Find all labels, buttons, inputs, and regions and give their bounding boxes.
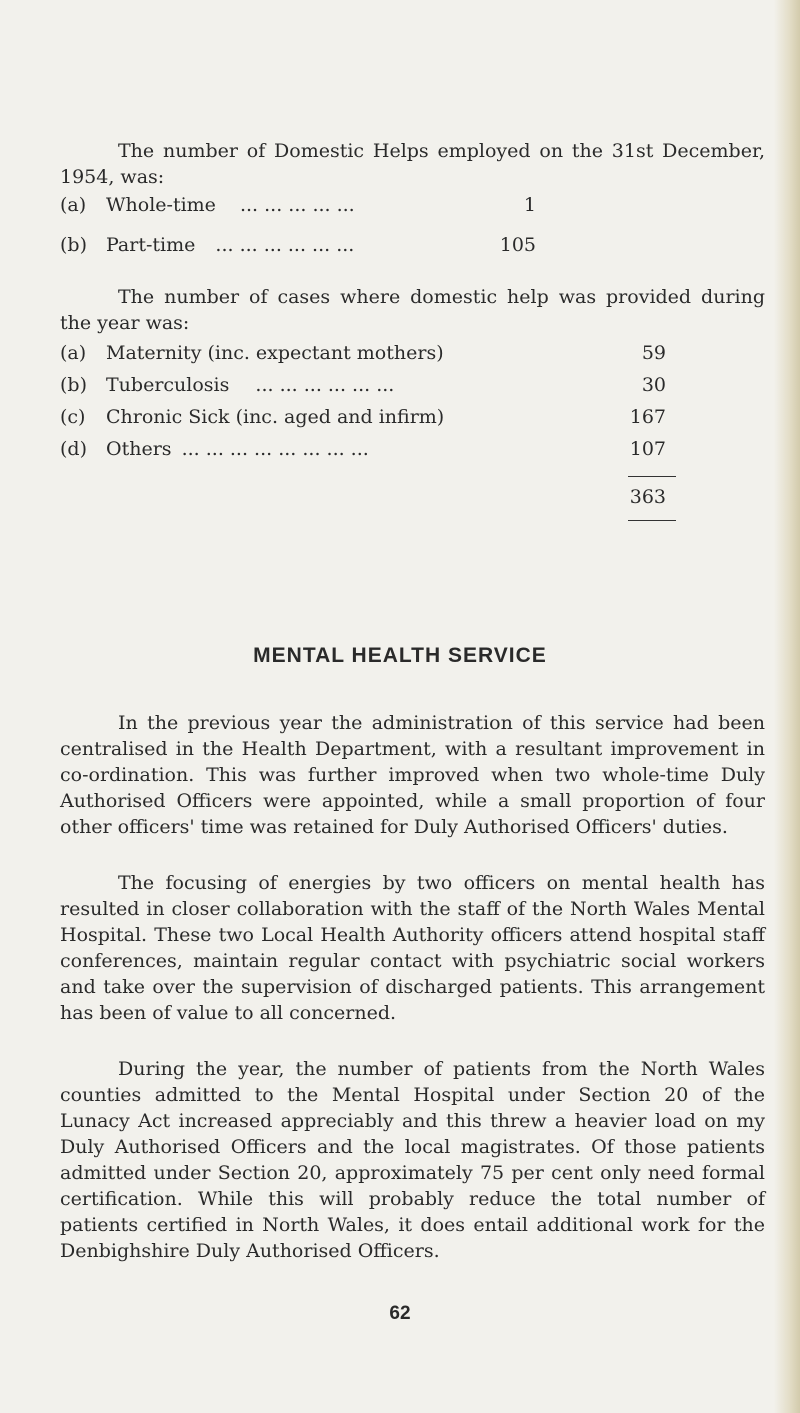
section-heading: MENTAL HEALTH SERVICE	[253, 644, 547, 667]
item-text: Part-time ... ... ... ... ... ...	[106, 234, 355, 256]
cases-row	[60, 340, 765, 366]
page-number: 62	[389, 1303, 411, 1324]
cases-row	[60, 404, 765, 430]
item-text: Whole-time ... ... ... ... ...	[106, 194, 355, 216]
item-text: Maternity (inc. expectant mothers)	[106, 342, 444, 364]
item-value: 107	[629, 438, 666, 460]
section-paragraph: The focusing of energies by two officers on mental health has resulted in closer collaboration with the staff of the North Wales Mental Hospital. These two Local Health Authority officers attend hospital staff conferences, maintain regular contact with psychiatric social workers and take over the supervision of discharged patients. This arrangement has been of value to all concerned.	[60, 872, 765, 1024]
cases-total: 363	[629, 486, 666, 508]
cases-intro: The number of cases where domestic help was provided during the year was:	[60, 286, 765, 334]
item-value: 30	[641, 374, 666, 396]
item-value: 59	[641, 342, 666, 364]
cases-row	[60, 436, 765, 462]
cases-total-row	[60, 484, 765, 510]
item-label: (a)	[60, 194, 87, 216]
section-paragraph: In the previous year the administration of this service had been centralised in the Health Department, with a resultant improvement in co-ordination. This was further improved when two whole-time Duly Authorised Officers were appointed, while a small proportion of four other officers' time was retained for Duly Authorised Officers' duties.	[60, 712, 765, 838]
item-text: Tuberculosis ... ... ... ... ... ...	[106, 374, 395, 396]
item-text: Others ... ... ... ... ... ... ... ...	[106, 438, 369, 460]
cases-row	[60, 372, 765, 398]
domestic-helps-row	[60, 232, 765, 258]
domestic-helps-intro: The number of Domestic Helps employed on the 31st December, 1954, was:	[60, 140, 765, 188]
item-value: 1	[523, 194, 536, 216]
item-text: Chronic Sick (inc. aged and infirm)	[106, 406, 445, 428]
item-label: (b)	[60, 234, 87, 256]
item-label: (b)	[60, 374, 87, 396]
page-edge	[774, 0, 800, 1413]
section-paragraph: During the year, the number of patients from the North Wales counties admitted to the Mental Hospital under Section 20 of the Lunacy Act increased appreciably and this threw a heavier load on my Duly Authorised Officers and the local magistrates. Of those patients admitted under Section 20, approximately 75 per cent only need formal certification. While this will probably reduce the total number of patients certified in North Wales, it does entail additional work for the Denbighshire Duly Authorised Officers.	[60, 1058, 765, 1262]
total-rule-bottom	[628, 520, 676, 521]
item-label: (a)	[60, 342, 87, 364]
domestic-helps-row	[60, 192, 765, 218]
item-label: (c)	[60, 406, 86, 428]
total-rule-top	[628, 476, 676, 477]
item-label: (d)	[60, 438, 87, 460]
item-value: 167	[629, 406, 666, 428]
item-value: 105	[499, 234, 536, 256]
